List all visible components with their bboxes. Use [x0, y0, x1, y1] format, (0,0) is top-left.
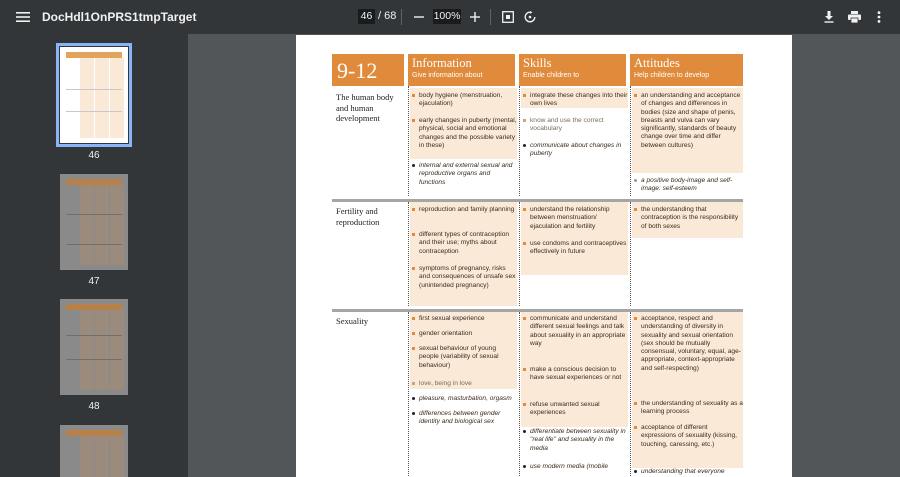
thumbnail-column: [80, 436, 94, 477]
zoom-out-icon[interactable]: [404, 2, 434, 32]
list-item: use condoms and contraceptives effectively in future: [522, 240, 628, 257]
zoom-level-input[interactable]: 100%: [433, 10, 461, 22]
thumbnail-column: [110, 436, 124, 477]
column-title: Information: [412, 56, 472, 70]
thumbnail-column: [95, 185, 109, 265]
column-separator: [519, 86, 520, 196]
list-item: understanding that everyone: [633, 468, 743, 476]
toolbar-divider: [401, 9, 402, 25]
page-thumbnail[interactable]: [60, 47, 128, 143]
column-separator: [519, 202, 520, 306]
more-vert-icon[interactable]: [864, 2, 894, 32]
column-subtitle: Help children to develop: [634, 72, 710, 79]
list-item: make a conscious decision to have sexual experiences or not: [522, 366, 628, 383]
column-separator: [630, 86, 631, 196]
list-item: integrate these changes into their own lives: [522, 92, 628, 109]
column-separator: [630, 312, 631, 477]
menu-icon[interactable]: [8, 2, 38, 32]
thumbnail-column: [80, 185, 94, 265]
list-item: the understanding of sexuality as a learning process: [633, 400, 743, 417]
thumbnail-column: [110, 310, 124, 390]
list-item: understand the relationship between menstruation/ ejaculation and fertility: [522, 206, 628, 231]
thumbnail-divider: [66, 244, 122, 245]
rotate-icon[interactable]: [515, 2, 545, 32]
thumbnail-label: 46: [88, 150, 100, 161]
list-item: sexual behaviour of young people (variability of sexual behaviour): [411, 345, 517, 370]
list-item: refuse unwanted sexual experiences: [522, 401, 628, 418]
information-header: [408, 54, 515, 86]
list-item: symptoms of pregnancy, risks and consequences of unsafe sex (unintended pregnancy): [411, 265, 517, 290]
thumbnail-column: [80, 58, 94, 138]
list-item: love, being in love: [411, 380, 517, 388]
list-item: use modern media (mobile: [522, 463, 628, 471]
column-title: Skills: [523, 56, 552, 70]
column-separator: [630, 202, 631, 306]
thumbnail-divider: [66, 111, 122, 112]
column-subtitle: Enable children to: [523, 72, 580, 79]
thumbnail-divider: [66, 335, 122, 336]
page-thumbnail[interactable]: [60, 299, 128, 395]
row-title: The human body and human development: [336, 92, 394, 123]
list-item: pleasure, masturbation, orgasm: [411, 395, 517, 403]
document-title: DocHdl1OnPRS1tmpTarget: [42, 10, 197, 24]
list-item: differentiate between sexuality in "real life" and sexuality in the media: [522, 428, 628, 453]
list-item: a positive body-image and self-image: self-esteem: [633, 177, 743, 194]
row-title: Fertility and reproduction: [336, 206, 380, 227]
list-item: gender orientation: [411, 330, 517, 338]
document-viewer[interactable]: [188, 34, 900, 477]
list-item: know and use the correct vocabulary: [522, 117, 628, 134]
column-separator: [408, 202, 409, 306]
skills-header: [519, 54, 626, 86]
page-thumbnail[interactable]: [60, 174, 128, 270]
list-item: the understanding that contraception is the responsibility of both sexes: [633, 206, 743, 231]
column-separator: [408, 86, 409, 196]
column-separator: [519, 312, 520, 477]
thumbnail-sidebar: [0, 34, 188, 477]
list-item: an understanding and acceptance of changes and differences in bodies (size and shape of penis, breasts and vulva can vary significantly, standards of beauty change over time and differ between cultures): [633, 92, 743, 150]
list-item: communicate about changes in puberty: [522, 142, 628, 159]
page-number-input[interactable]: 46: [358, 9, 375, 24]
age-group-header: 9-12: [332, 54, 404, 86]
thumbnail-column: [80, 310, 94, 390]
page-thumbnail[interactable]: [60, 425, 128, 477]
list-item: reproduction and family planning: [411, 206, 517, 214]
thumbnail-column: [95, 436, 109, 477]
thumbnail-column: [95, 310, 109, 390]
list-item: acceptance of different expressions of sexuality (kissing, touching, caressing, etc.): [633, 424, 743, 449]
page-total: / 68: [378, 10, 397, 22]
thumbnail-divider: [66, 214, 122, 215]
row-title: Sexuality: [336, 316, 369, 326]
list-item: early changes in puberty (mental, physical, social and emotional changes and the possible variety in these): [411, 117, 517, 150]
toolbar-divider: [490, 9, 491, 25]
pdf-page: [296, 35, 792, 477]
list-item: acceptance, respect and understanding of diversity in sexuality and sexual orientation (sex should be mutually consensual, voluntary, equal, age-appropriate, context-appropriate and self-respecting): [633, 315, 743, 373]
list-item: first sexual experience: [411, 315, 517, 323]
column-title: Attitudes: [634, 56, 680, 70]
attitudes-header: [630, 54, 743, 86]
list-item: differences between gender identity and biological sex: [411, 410, 517, 427]
list-item: different types of contraception and their use; myths about contraception: [411, 231, 517, 256]
list-item: body hygiene (menstruation, ejaculation): [411, 92, 517, 109]
thumbnail-column: [95, 58, 109, 138]
thumbnail-column: [110, 58, 124, 138]
thumbnail-divider: [66, 89, 122, 90]
zoom-in-icon[interactable]: [460, 2, 490, 32]
thumbnail-label: 47: [88, 276, 100, 287]
thumbnail-label: 48: [88, 401, 100, 412]
column-separator: [408, 312, 409, 477]
thumbnail-column: [110, 185, 124, 265]
thumbnail-divider: [66, 359, 122, 360]
column-subtitle: Give information about: [412, 72, 483, 79]
list-item: communicate and understand different sexual feelings and talk about sexuality in an appropriate way: [522, 315, 628, 348]
list-item: internal and external sexual and reproductive organs and functions: [411, 162, 517, 187]
pdf-toolbar: [0, 0, 900, 34]
